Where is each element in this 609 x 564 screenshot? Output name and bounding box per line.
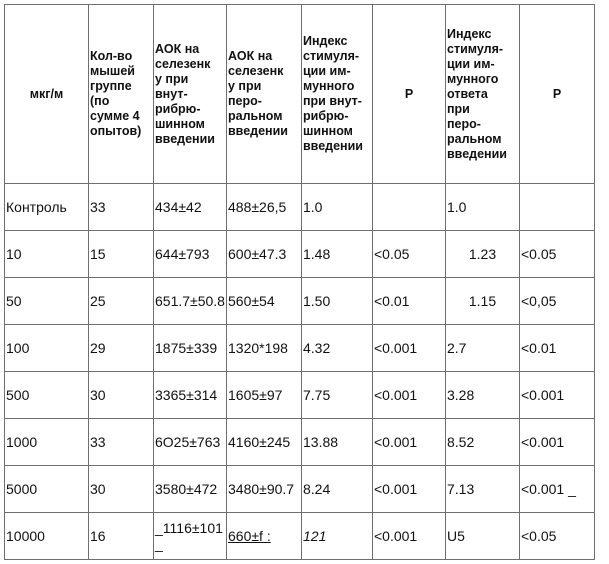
- cell-dose: Контроль: [5, 184, 89, 231]
- cell-index-oral: U5: [446, 513, 520, 560]
- header-line: АОК на: [155, 41, 200, 56]
- cell-dose: 5000: [5, 466, 89, 513]
- header-line: сумме 4: [90, 109, 140, 123]
- header-line: стимуля-: [447, 41, 504, 56]
- header-dose: [5, 5, 89, 184]
- cell-dose: 1000: [5, 419, 89, 466]
- cell-p-oral: <0.001 _: [520, 466, 595, 513]
- cell-p-oral: <0,05: [520, 278, 595, 325]
- table-row: [5, 513, 595, 560]
- cell-index-oral: 3.28: [446, 372, 520, 419]
- cell-aok-oral: 600±47.3: [227, 231, 302, 278]
- header-line: ральном: [447, 131, 502, 146]
- cell-dose: 100: [5, 325, 89, 372]
- header-line: Р: [552, 86, 562, 101]
- results-table: [4, 4, 595, 560]
- cell-aok-oral: 1605±97: [227, 372, 302, 419]
- cell-aok-intraperitoneal: 3580±472: [154, 466, 227, 513]
- header-line: при внут-: [303, 94, 362, 108]
- header-line: селезенк: [155, 56, 211, 71]
- header-line: мунного: [303, 79, 355, 93]
- cell-index-oral: 1.23: [446, 231, 520, 278]
- table-row: [5, 372, 595, 419]
- header-line: мышей: [90, 64, 135, 78]
- cell-aok-oral: 4160±245: [227, 419, 302, 466]
- header-line: при: [447, 101, 470, 116]
- cell-index-intraperitoneal: 121: [302, 513, 373, 560]
- header-line: мкг/м: [29, 86, 64, 101]
- header-line: шинном: [155, 116, 205, 131]
- cell-aok-intraperitoneal: 651.7±50.8: [154, 278, 227, 325]
- cell-index-oral: 1.15: [446, 278, 520, 325]
- table-row: [5, 419, 595, 466]
- cell-index-oral: 8.52: [446, 419, 520, 466]
- header-line: у при: [155, 71, 189, 86]
- header-line: ответа: [447, 86, 488, 101]
- header-line: шинном: [303, 124, 353, 138]
- header-line: введении: [155, 131, 215, 146]
- cell-p-intraperitoneal: <0.001: [373, 419, 446, 466]
- cell-p-oral: <0.001: [520, 419, 595, 466]
- header-line: ции им-: [447, 56, 495, 71]
- cell-aok-intraperitoneal: 644±793: [154, 231, 227, 278]
- header-line: Р: [404, 86, 414, 101]
- table-header: [5, 5, 595, 184]
- header-aok-oral: [227, 5, 302, 184]
- header-line: введении: [447, 146, 507, 161]
- header-line: введении: [303, 139, 363, 153]
- header-aok-intraperitoneal: [154, 5, 227, 184]
- cell-mice-count: 29: [89, 325, 154, 372]
- cell-p-intraperitoneal: [373, 184, 446, 231]
- header-line: Кол-во: [90, 49, 133, 63]
- header-mice-count: [89, 5, 154, 184]
- cell-aok-intraperitoneal: 6O25±763: [154, 419, 227, 466]
- header-line: (по: [90, 94, 110, 108]
- cell-p-oral: <0.05: [520, 513, 595, 560]
- cell-aok-oral: 1320*198: [227, 325, 302, 372]
- header-line: мунного: [447, 71, 499, 86]
- cell-aok-intraperitoneal: 1875±339: [154, 325, 227, 372]
- cell-index-intraperitoneal: 7.75: [302, 372, 373, 419]
- header-line: ции им-: [303, 64, 351, 78]
- cell-dose: 50: [5, 278, 89, 325]
- header-line: Индекс: [447, 26, 492, 41]
- cell-index-intraperitoneal: 1.0: [302, 184, 373, 231]
- cell-p-intraperitoneal: <0.05: [373, 231, 446, 278]
- cell-aok-intraperitoneal: _1116±101_: [154, 513, 227, 560]
- cell-p-intraperitoneal: <0.001: [373, 325, 446, 372]
- cell-dose: 10: [5, 231, 89, 278]
- header-row: [5, 5, 595, 184]
- cell-index-oral: 2.7: [446, 325, 520, 372]
- cell-dose: 500: [5, 372, 89, 419]
- cell-p-oral: <0.05: [520, 231, 595, 278]
- cell-p-intraperitoneal: <0.001: [373, 466, 446, 513]
- cell-mice-count: 15: [89, 231, 154, 278]
- cell-mice-count: 30: [89, 372, 154, 419]
- cell-index-oral: 7.13: [446, 466, 520, 513]
- cell-index-intraperitoneal: 4.32: [302, 325, 373, 372]
- header-line: Индекс: [303, 34, 348, 48]
- cell-aok-oral: 660±f :: [227, 513, 302, 560]
- header-line: рибрю-: [303, 109, 349, 123]
- header-p-intraperitoneal: [373, 5, 446, 184]
- header-line: перо-: [447, 116, 481, 131]
- header-line: селезенк: [228, 64, 284, 78]
- cell-p-oral: [520, 184, 595, 231]
- table-body: [5, 184, 595, 560]
- cell-aok-oral: 488±26,5: [227, 184, 302, 231]
- cell-p-oral: <0.001: [520, 372, 595, 419]
- cell-index-intraperitoneal: 8.24: [302, 466, 373, 513]
- cell-index-intraperitoneal: 1.50: [302, 278, 373, 325]
- header-line: группе: [90, 79, 132, 93]
- cell-aok-oral: 560±54: [227, 278, 302, 325]
- table-row: [5, 278, 595, 325]
- cell-index-intraperitoneal: 13.88: [302, 419, 373, 466]
- header-line: у при: [228, 79, 262, 93]
- header-line: АОК на: [228, 49, 273, 63]
- cell-p-intraperitoneal: <0.01: [373, 278, 446, 325]
- header-line: введении: [228, 124, 288, 138]
- header-line: перо-: [228, 94, 262, 108]
- table-row: [5, 231, 595, 278]
- cell-aok-intraperitoneal: 434±42: [154, 184, 227, 231]
- cell-mice-count: 30: [89, 466, 154, 513]
- cell-index-intraperitoneal: 1.48: [302, 231, 373, 278]
- cell-mice-count: 16: [89, 513, 154, 560]
- cell-p-intraperitoneal: <0.001: [373, 372, 446, 419]
- cell-mice-count: 33: [89, 419, 154, 466]
- cell-aok-oral: 3480±90.7: [227, 466, 302, 513]
- header-line: ральном: [228, 109, 283, 123]
- table-row: [5, 466, 595, 513]
- header-line: стимуля-: [303, 49, 360, 63]
- cell-mice-count: 25: [89, 278, 154, 325]
- header-line: внут-: [155, 86, 188, 101]
- header-index-intraperitoneal: [302, 5, 373, 184]
- header-line: рибрю-: [155, 101, 201, 116]
- cell-mice-count: 33: [89, 184, 154, 231]
- cell-p-oral: <0.01: [520, 325, 595, 372]
- cell-index-oral: 1.0: [446, 184, 520, 231]
- cell-p-intraperitoneal: <0.001: [373, 513, 446, 560]
- cell-dose: 10000: [5, 513, 89, 560]
- header-p-oral: [520, 5, 595, 184]
- header-line: опытов): [90, 124, 142, 138]
- table-row: [5, 184, 595, 231]
- cell-aok-intraperitoneal: 3365±314: [154, 372, 227, 419]
- header-index-oral: [446, 5, 520, 184]
- table-row: [5, 325, 595, 372]
